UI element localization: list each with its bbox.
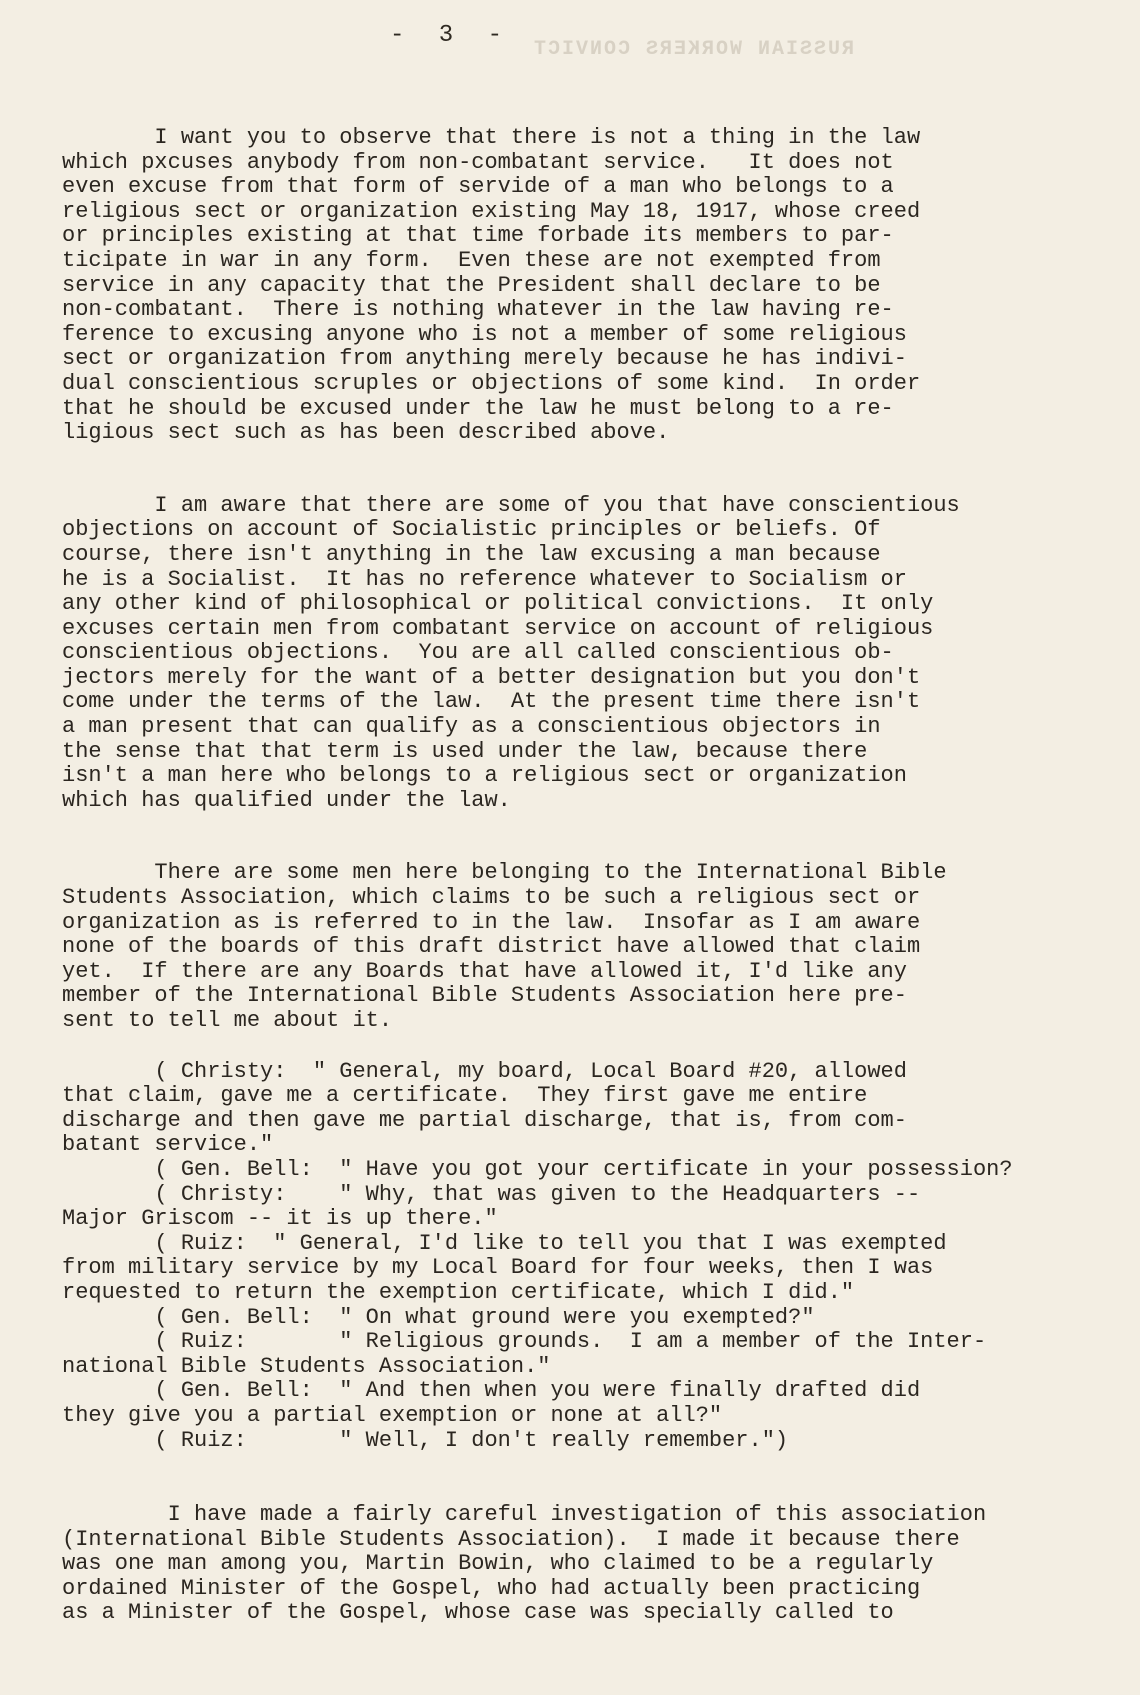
paragraph-bible-students <box>62 861 1132 1033</box>
text-line: or principles existing at that time forbade its members to par- <box>62 223 894 249</box>
text-line: yet. If there are any Boards that have allowed it, I'd like any <box>62 958 907 984</box>
text-line: sect or organization from anything merely because he has indivi- <box>62 346 907 372</box>
text-line: the sense that that term is used under the law, because there <box>62 738 868 764</box>
text-line: ( Gen. Bell: " On what ground were you exempted?" <box>62 1304 815 1330</box>
text-line: come under the terms of the law. At the present time there isn't <box>62 689 921 715</box>
document-body <box>62 126 1132 1626</box>
text-line: isn't a man here who belongs to a religious sect or organization <box>62 763 907 789</box>
text-line: any other kind of philosophical or political convictions. It only <box>62 591 934 617</box>
text-line: member of the International Bible Students Association here pre- <box>62 983 907 1009</box>
text-line: sent to tell me about it. <box>62 1008 393 1033</box>
text-line: ference to excusing anyone who is not a member of some religious <box>62 321 907 347</box>
text-line: (International Bible Students Association). I made it because there <box>62 1526 960 1552</box>
text-line: they give you a partial exemption or none at all?" <box>62 1402 723 1428</box>
page-number: - 3 - <box>390 22 513 49</box>
text-line: which pxcuses anybody from non-combatant service. It does not <box>62 149 894 175</box>
text-line: jectors merely for the want of a better designation but you don't <box>62 664 921 690</box>
text-line: ( Ruiz: " Religious grounds. I am a member of the Inter- <box>62 1329 987 1355</box>
text-line: discharge and then gave me partial discharge, that is, from com- <box>62 1107 907 1133</box>
text-line: he is a Socialist. It has no reference whatever to Socialism or <box>62 566 907 592</box>
text-line: I want you to observe that there is not a thing in the law <box>62 125 921 150</box>
text-line: ( Christy: " General, my board, Local Board #20, allowed <box>62 1058 907 1084</box>
text-line: course, there isn't anything in the law excusing a man because <box>62 541 881 567</box>
text-line: objections on account of Socialistic principles or beliefs. Of <box>62 517 881 543</box>
text-line: excuses certain men from combatant service on account of religious <box>62 615 934 641</box>
text-line: service in any capacity that the President shall declare to be <box>62 272 881 298</box>
text-line: as a Minister of the Gospel, whose case was specially called to <box>62 1600 894 1626</box>
paragraph-dialogue <box>62 1060 1132 1454</box>
text-line: none of the boards of this draft district have allowed that claim <box>62 934 921 960</box>
text-line: I have made a fairly careful investigation of this association <box>62 1502 987 1528</box>
text-line: ( Gen. Bell: " And then when you were finally drafted did <box>62 1378 921 1404</box>
bleed-through-text: RUSSIAN WORKERS CONVICT <box>532 38 855 61</box>
text-line: ticipate in war in any form. Even these are not exempted from <box>62 247 881 273</box>
paragraph-investigation <box>62 1503 1132 1626</box>
text-line: a man present that can qualify as a conscientious objectors in <box>62 714 881 740</box>
text-line: non-combatant. There is nothing whatever in the law having re- <box>62 297 894 323</box>
text-line: organization as is referred to in the law. Insofar as I am aware <box>62 909 921 935</box>
text-line: There are some men here belonging to the International Bible <box>62 860 947 886</box>
text-line: ( Gen. Bell: " Have you got your certificate in your possession? <box>62 1156 1013 1182</box>
text-line: dual conscientious scruples or objections of some kind. In order <box>62 370 921 396</box>
text-line: that he should be excused under the law he must belong to a re- <box>62 395 894 421</box>
text-line: even excuse from that form of servide of a man who belongs to a <box>62 174 894 200</box>
text-line: ( Christy: " Why, that was given to the Headquarters -- <box>62 1181 921 1207</box>
text-line: ( Ruiz: " General, I'd like to tell you that I was exempted <box>62 1230 947 1256</box>
paragraph-law-observation <box>62 126 1132 446</box>
text-line: that claim, gave me a certificate. They first gave me entire <box>62 1083 868 1109</box>
text-line: from military service by my Local Board for four weeks, then I was <box>62 1255 934 1281</box>
text-line: ( Ruiz: " Well, I don't really remember.") <box>62 1427 789 1453</box>
text-line: religious sect or organization existing May 18, 1917, whose creed <box>62 198 921 224</box>
text-line: conscientious objections. You are all called conscientious ob- <box>62 640 894 666</box>
text-line: Major Griscom -- it is up there." <box>62 1206 498 1232</box>
text-line: which has qualified under the law. <box>62 787 511 813</box>
text-line: ordained Minister of the Gospel, who had actually been practicing <box>62 1575 921 1601</box>
text-line: batant service." <box>62 1132 274 1158</box>
paragraph-socialistic-objections <box>62 494 1132 814</box>
text-line: Students Association, which claims to be such a religious sect or <box>62 885 921 911</box>
text-line: was one man among you, Martin Bowin, who claimed to be a regularly <box>62 1551 934 1577</box>
text-line: ligious sect such as has been described above. <box>62 420 670 446</box>
text-line: I am aware that there are some of you that have conscientious <box>62 492 960 518</box>
text-line: requested to return the exemption certificate, which I did." <box>62 1279 855 1305</box>
text-line: national Bible Students Association." <box>62 1353 551 1379</box>
